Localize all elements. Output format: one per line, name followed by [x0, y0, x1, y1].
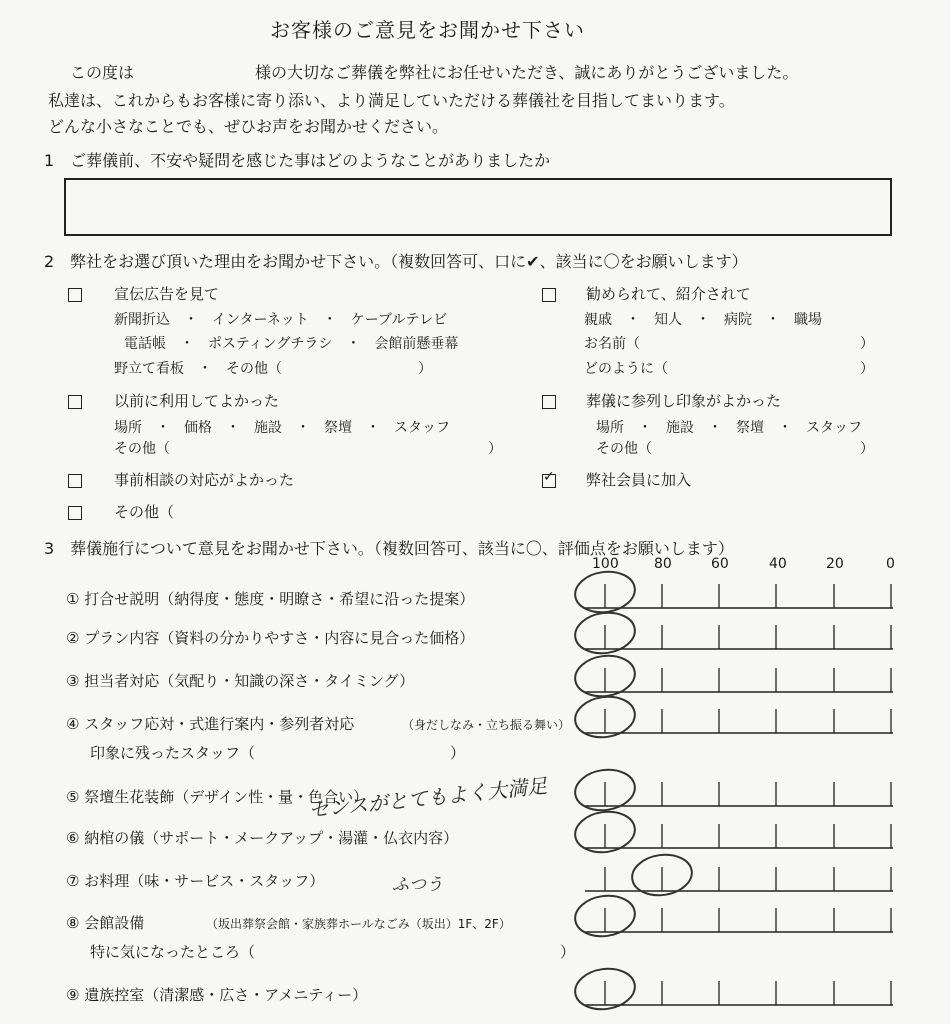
item-8-note: （坂出葬祭会館・家族葬ホールなごみ（坂出）1F、2F） — [206, 917, 511, 931]
item-1-label: ① 打合せ説明（納得度・態度・明瞭さ・希望に沿った提案） — [66, 590, 475, 608]
item-2-label: ② プラン内容（資料の分かりやすさ・内容に見合った価格） — [66, 629, 475, 647]
reason-attended-sub2: その他（ — [596, 441, 652, 457]
reason-previous-sub2-close: ） — [488, 441, 502, 457]
scale-60: 60 — [711, 556, 729, 572]
reason-previous-label: 以前に利用してよかった — [114, 392, 280, 410]
item-8-label: ⑧ 会館設備 — [66, 914, 145, 932]
form-title: お客様のご意見をお聞かせ下さい — [270, 18, 585, 42]
item-4-sub-a: 印象に残ったスタッフ（ — [90, 744, 256, 762]
check-mark-icon: ✓ — [543, 469, 555, 485]
scale-100: 100 — [592, 556, 619, 572]
reason-recommended-sub2-close: ） — [860, 336, 874, 352]
handwritten-comment-7: ふつう — [392, 875, 443, 895]
item-6-label: ⑥ 納棺の儀（サポート・メークアップ・湯灌・仏衣内容） — [66, 829, 459, 847]
q1-heading: 1 ご葬儀前、不安や疑問を感じた事はどのようなことがありましたか — [44, 151, 551, 170]
item-4-note: （身だしなみ・立ち振る舞い） — [402, 718, 571, 732]
reason-recommended-label: 勧められて、紹介されて — [586, 285, 751, 303]
reason-recommended-sub2: お名前（ — [584, 336, 640, 352]
scale-40: 40 — [769, 556, 787, 572]
item-9-label: ⑨ 遺族控室（清潔感・広さ・アメニティー） — [66, 986, 368, 1004]
reason-previous-sub2: その他（ — [114, 441, 170, 457]
reason-recommended-sub3: どのように（ — [584, 361, 668, 377]
item-7-label: ⑦ お料理（味・サービス・スタッフ） — [66, 872, 325, 890]
scale-20: 20 — [826, 556, 844, 572]
handwritten-comment-5: センスがとてもよく大満足 — [307, 773, 549, 823]
intro-line1-a: この度は — [70, 63, 135, 82]
intro-line1-b: 様の大切なご葬儀を弊社にお任せいただき、誠にありがとうございました。 — [255, 63, 799, 82]
item-4-sub-b: ） — [450, 744, 466, 762]
reason-ad-label: 宣伝広告を見て — [114, 285, 220, 303]
reason-recommended-sub1: 親戚 ・ 知人 ・ 病院 ・ 職場 — [584, 312, 822, 328]
reason-attended-label: 葬儀に参列し印象がよかった — [586, 392, 782, 410]
intro-line2: 私達は、これからもお客様に寄り添い、より満足していただける葬儀社を目指してまいります。 — [48, 91, 735, 110]
item-8-sub-b: ） — [560, 943, 576, 961]
reason-member-label: 弊社会員に加入 — [586, 471, 692, 489]
reason-attended-sub2-close: ） — [860, 441, 874, 457]
scale-80: 80 — [654, 556, 672, 572]
item-4-label: ④ スタッフ応対・式進行案内・参列者対応 — [66, 715, 355, 733]
reason-consultation-label: 事前相談の対応がよかった — [114, 471, 295, 489]
item-8-sub-a: 特に気になったところ（ — [90, 943, 256, 961]
intro-line3: どんな小さなことでも、ぜひお声をお聞かせください。 — [48, 117, 449, 136]
reason-ad-sub3: 野立て看板 ・ その他（ — [114, 361, 282, 377]
item-3-label: ③ 担当者対応（気配り・知識の深さ・タイミング） — [66, 672, 415, 690]
reason-other-label: その他（ — [114, 503, 175, 521]
scale-0: 0 — [886, 556, 895, 572]
reason-recommended-sub3-close: ） — [860, 361, 874, 377]
reason-ad-sub2: 電話帳 ・ ポスティングチラシ ・ 会館前懸垂幕 — [124, 336, 459, 352]
q3-heading: 3 葬儀施行について意見をお聞かせ下さい。（複数回答可、該当に〇、評価点をお願いします） — [44, 539, 734, 558]
reason-ad-sub1: 新聞折込 ・ インターネット ・ ケーブルテレビ — [114, 312, 448, 328]
reason-ad-sub3-close: ） — [418, 361, 432, 377]
reason-attended-sub1: 場所 ・ 施設 ・ 祭壇 ・ スタッフ — [596, 420, 862, 436]
reason-previous-sub1: 場所 ・ 価格 ・ 施設 ・ 祭壇 ・ スタッフ — [114, 420, 450, 436]
q2-heading: 2 弊社をお選び頂いた理由をお聞かせ下さい。（複数回答可、口に✔、該当に〇をお願いします） — [44, 252, 748, 271]
item-5-label: ⑤ 祭壇生花装飾（デザイン性・量・色合い） — [66, 788, 369, 806]
